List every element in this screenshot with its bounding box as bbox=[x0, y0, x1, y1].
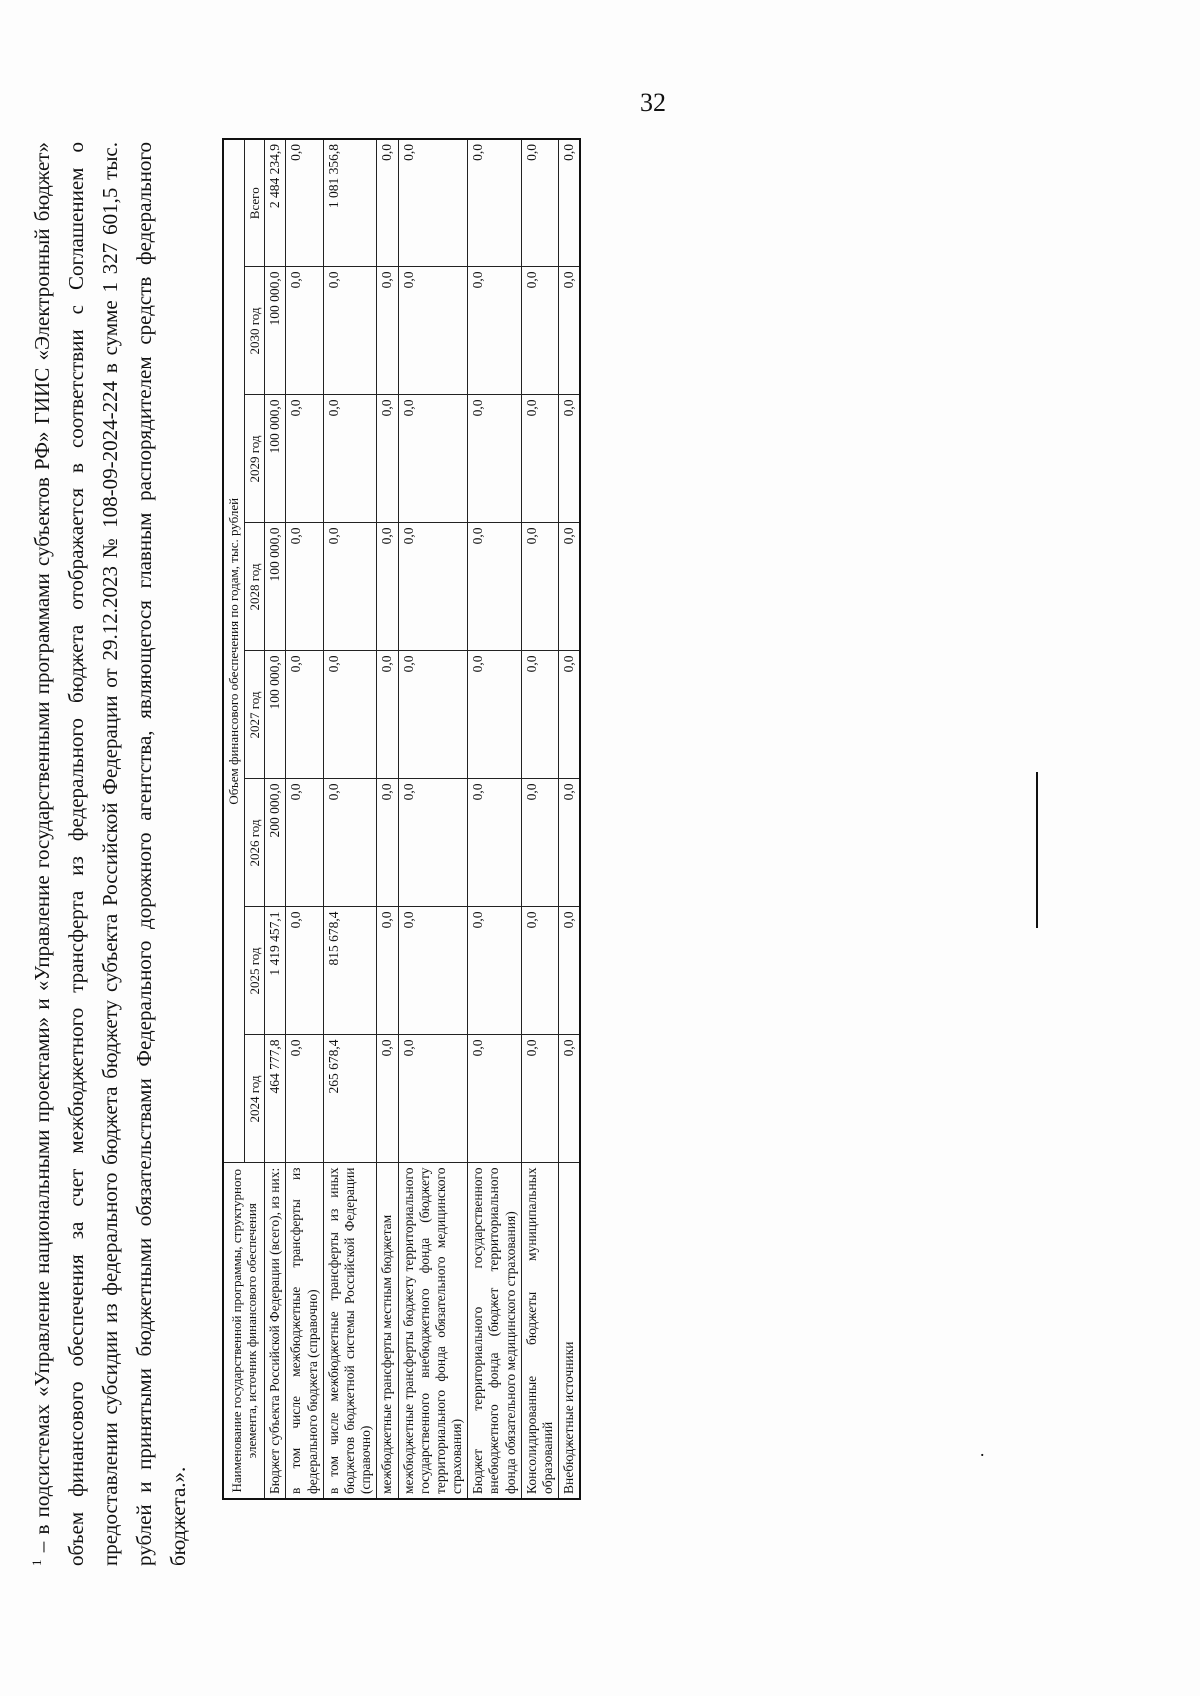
value-cell: 0,0 bbox=[286, 523, 323, 651]
value-cell: 0,0 bbox=[468, 267, 522, 395]
value-cell: 0,0 bbox=[559, 139, 581, 267]
value-cell: 0,0 bbox=[323, 267, 377, 395]
value-cell: 0,0 bbox=[521, 1035, 558, 1163]
value-cell: 0,0 bbox=[286, 651, 323, 779]
value-cell: 1 081 356,8 bbox=[323, 139, 377, 267]
value-cell: 265 678,4 bbox=[323, 1035, 377, 1163]
value-cell: 0,0 bbox=[468, 523, 522, 651]
value-cell: 0,0 bbox=[559, 267, 581, 395]
value-cell: 0,0 bbox=[377, 779, 398, 907]
year-header: Всего bbox=[244, 139, 265, 267]
table-row bbox=[468, 139, 522, 1499]
row-name: Бюджет субъекта Российской Федерации (всего), из них: bbox=[265, 1163, 286, 1499]
value-cell: 0,0 bbox=[398, 779, 468, 907]
page-number: 32 bbox=[640, 88, 666, 117]
value-cell: 0,0 bbox=[468, 1035, 522, 1163]
table-row bbox=[398, 139, 468, 1499]
value-cell: 0,0 bbox=[398, 267, 468, 395]
value-cell: 0,0 bbox=[559, 1035, 581, 1163]
value-cell: 100 000,0 bbox=[265, 395, 286, 523]
value-cell: 0,0 bbox=[398, 1035, 468, 1163]
value-cell: 0,0 bbox=[521, 395, 558, 523]
value-cell: 0,0 bbox=[323, 523, 377, 651]
value-cell: 0,0 bbox=[286, 139, 323, 267]
value-cell: 0,0 bbox=[286, 267, 323, 395]
value-cell: 0,0 bbox=[398, 907, 468, 1035]
year-header: 2028 год bbox=[244, 523, 265, 651]
value-cell: 0,0 bbox=[468, 651, 522, 779]
row-name: межбюджетные трансферты местным бюджетам bbox=[377, 1163, 398, 1499]
year-header: 2029 год bbox=[244, 395, 265, 523]
year-header: 2025 год bbox=[244, 907, 265, 1035]
value-cell: 0,0 bbox=[398, 139, 468, 267]
value-cell: 0,0 bbox=[468, 907, 522, 1035]
table-row bbox=[265, 139, 286, 1499]
value-cell: 0,0 bbox=[377, 651, 398, 779]
value-cell: 0,0 bbox=[377, 139, 398, 267]
value-cell: 0,0 bbox=[521, 651, 558, 779]
year-header: 2030 год bbox=[244, 267, 265, 395]
table-body bbox=[265, 139, 581, 1499]
value-cell: 2 484 234,9 bbox=[265, 139, 286, 267]
value-cell: 0,0 bbox=[323, 651, 377, 779]
footnote-text: – в подсистемах «Управление национальными проектами» и «Управление государственными программами субъектов РФ» ГИИС «Электронный бюджет» объем финансового обеспечения за счет межбюджетного трансферта из федерального бюджета отображается в соответствии с Соглашением о предоставлении субсидии из федерального бюджета бюджету субъекта Российской Федерации от 29.12.2023 № 108-09-2024-224 в сумме 1 327 601,5 тыс. рублей и принятыми бюджетными обязательствами Федерального дорожного агентства, являющегося главным распорядителем средств федерального бюджета.». bbox=[30, 142, 190, 1566]
volume-header: Объем финансового обеспечения по годам, тыс. рублей bbox=[223, 139, 244, 1163]
value-cell: 0,0 bbox=[521, 779, 558, 907]
table-row bbox=[323, 139, 377, 1499]
value-cell: 0,0 bbox=[377, 1035, 398, 1163]
value-cell: 464 777,8 bbox=[265, 1035, 286, 1163]
value-cell: 0,0 bbox=[521, 907, 558, 1035]
table-row bbox=[377, 139, 398, 1499]
row-name: в том числе межбюджетные трансферты из иных бюджетов бюджетной системы Российской Федерации (справочно) bbox=[323, 1163, 377, 1499]
financing-table bbox=[222, 138, 581, 1500]
row-name: межбюджетные трансферты бюджету территориального государственного внебюджетного фонда (бюджету территориального фонда обязательного медицинского страхования) bbox=[398, 1163, 468, 1499]
row-name: Консолидированные бюджеты муниципальных образований bbox=[521, 1163, 558, 1499]
row-name: в том числе межбюджетные трансферты из федерального бюджета (справочно) bbox=[286, 1163, 323, 1499]
value-cell: 0,0 bbox=[286, 907, 323, 1035]
value-cell: 0,0 bbox=[323, 779, 377, 907]
separator-line bbox=[1036, 772, 1038, 928]
year-header: 2027 год bbox=[244, 651, 265, 779]
value-cell: 0,0 bbox=[559, 395, 581, 523]
value-cell: 0,0 bbox=[398, 651, 468, 779]
name-column-header: Наименование государственной программы, структурного элемента, источник финансового обеспечения bbox=[223, 1163, 265, 1499]
value-cell: 100 000,0 bbox=[265, 523, 286, 651]
value-cell: 0,0 bbox=[559, 907, 581, 1035]
value-cell: 100 000,0 bbox=[265, 267, 286, 395]
value-cell: 0,0 bbox=[521, 139, 558, 267]
year-header: 2026 год bbox=[244, 779, 265, 907]
value-cell: 1 419 457,1 bbox=[265, 907, 286, 1035]
value-cell: 0,0 bbox=[286, 1035, 323, 1163]
value-cell: 0,0 bbox=[323, 395, 377, 523]
value-cell: 0,0 bbox=[377, 395, 398, 523]
value-cell: 0,0 bbox=[398, 523, 468, 651]
value-cell: 0,0 bbox=[286, 395, 323, 523]
value-cell: 0,0 bbox=[377, 267, 398, 395]
value-cell: 0,0 bbox=[521, 267, 558, 395]
value-cell: 0,0 bbox=[521, 523, 558, 651]
value-cell: 0,0 bbox=[377, 523, 398, 651]
row-name: Внебюджетные источники bbox=[559, 1163, 581, 1499]
value-cell: 100 000,0 bbox=[265, 651, 286, 779]
stray-mark: . bbox=[980, 1440, 985, 1460]
footnote-marker: 1 bbox=[29, 1559, 44, 1566]
value-cell: 0,0 bbox=[286, 779, 323, 907]
value-cell: 0,0 bbox=[559, 779, 581, 907]
value-cell: 815 678,4 bbox=[323, 907, 377, 1035]
financing-table-container bbox=[222, 140, 782, 1500]
value-cell: 0,0 bbox=[559, 651, 581, 779]
value-cell: 0,0 bbox=[468, 779, 522, 907]
table-row bbox=[559, 139, 581, 1499]
row-name: Бюджет территориального государственного внебюджетного фонда (бюджет территориального фонда обязательного медицинского страхования) bbox=[468, 1163, 522, 1499]
value-cell: 200 000,0 bbox=[265, 779, 286, 907]
table-row bbox=[286, 139, 323, 1499]
value-cell: 0,0 bbox=[559, 523, 581, 651]
value-cell: 0,0 bbox=[377, 907, 398, 1035]
footnote bbox=[20, 142, 200, 1566]
value-cell: 0,0 bbox=[468, 395, 522, 523]
value-cell: 0,0 bbox=[468, 139, 522, 267]
value-cell: 0,0 bbox=[398, 395, 468, 523]
table-row bbox=[521, 139, 558, 1499]
year-header: 2024 год bbox=[244, 1035, 265, 1163]
